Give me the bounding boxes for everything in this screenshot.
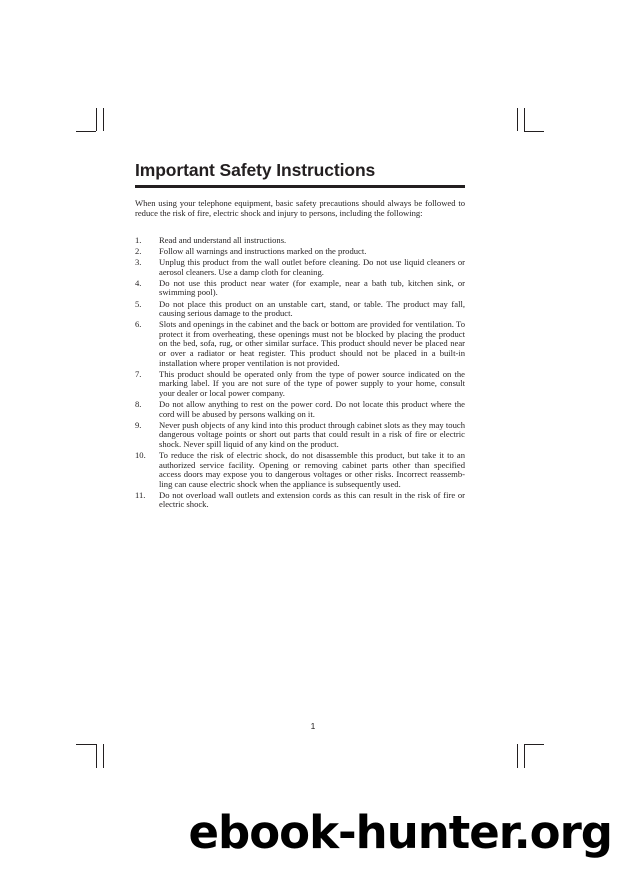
item-number: 8.	[135, 399, 142, 409]
list-item	[135, 320, 465, 368]
item-text: Unplug this product from the wall outlet before cleaning. Do not use liquid cleaners or aerosol cleaners. Use a damp cloth for cleaning.	[159, 257, 465, 277]
list-item	[135, 279, 465, 298]
item-number: 6.	[135, 319, 142, 330]
list-item	[135, 247, 465, 257]
item-number: 9.	[135, 419, 142, 430]
page-number: 1	[310, 721, 316, 731]
item-number: 2.	[135, 246, 142, 257]
item-number: 7.	[135, 368, 142, 379]
crop-mark-bottom-left-vertical-outer	[103, 744, 104, 768]
item-text: Do not allow anything to rest on the power cord. Do not locate this product where the cord will be abused by persons walking on it.	[159, 399, 465, 419]
crop-mark-top-right-horizontal	[524, 131, 544, 132]
item-text: Slots and openings in the cabinet and the back or bottom are provided for ventilation. To protect it from overheating, these openings must not be blocked by placing the product on the bed, sofa, rug, or other similar surface. This product should never be placed near or over a radiator or heat register. This product should not be placed in a built-in installation where proper ventilation is not provided.	[159, 319, 465, 368]
crop-mark-bottom-left-vertical-inner	[96, 744, 97, 768]
item-text: Follow all warnings and instructions marked on the product.	[159, 246, 367, 257]
safety-instructions-list	[135, 236, 465, 510]
item-number: 5.	[135, 298, 142, 309]
list-item	[135, 258, 465, 277]
item-text: Do not overload wall outlets and extension cords as this can result in the risk of fire or electric shock.	[159, 489, 465, 510]
item-number: 10.	[135, 449, 146, 460]
crop-mark-top-left-horizontal	[76, 131, 96, 132]
watermark-text: ebook-hunter.org	[188, 806, 612, 859]
item-number: 1.	[135, 235, 142, 245]
list-item	[135, 400, 465, 419]
list-item	[135, 421, 465, 450]
title-underline	[135, 185, 465, 188]
item-text: Never push objects of any kind into this product through cabinet slots as they may touch dangerous voltage points or short out parts that could result in a risk of fire or electric shock. Never spill liquid of any kind on the product.	[159, 419, 465, 449]
crop-mark-bottom-left-horizontal	[76, 744, 96, 745]
item-text: Do not place this product on an unstable cart, stand, or table. The product may fall, causing serious damage to the product.	[159, 298, 465, 319]
page-title: Important Safety Instructions	[135, 160, 376, 180]
intro-paragraph: When using your telephone equipment, basic safety precautions should always be followed to reduce the risk of fire, electric shock and injury to persons, including the following:	[135, 198, 465, 218]
crop-mark-bottom-right-vertical-inner	[524, 744, 525, 768]
crop-mark-bottom-right-horizontal	[524, 744, 544, 745]
list-item	[135, 491, 465, 510]
item-text: Do not use this product near water (for example, near a bath tub, kitchen sink, or swimming pool).	[159, 277, 465, 298]
item-text: To reduce the risk of electric shock, do not disassemble this product, but take it to an authorized service facility. Opening or removing cabinet parts other than specified access doors may expose you to dangerous voltages or other risks. Incorrect reassemb-ling can cause electric shock when the appliance is subsequently used.	[159, 449, 465, 489]
crop-mark-top-right-vertical-outer	[517, 108, 518, 131]
item-number: 3.	[135, 257, 142, 268]
list-item	[135, 236, 465, 246]
list-item	[135, 451, 465, 489]
crop-mark-top-right-vertical-inner	[524, 108, 525, 131]
list-item	[135, 370, 465, 399]
item-number: 4.	[135, 277, 142, 288]
crop-mark-top-left-vertical-outer	[103, 108, 104, 131]
crop-mark-top-left-vertical-inner	[96, 108, 97, 131]
item-text: Read and understand all instructions.	[159, 235, 287, 245]
list-item	[135, 300, 465, 319]
item-text: This product should be operated only from the type of power source indicated on the marking label. If you are not sure of the type of power supply to your home, consult your dealer or local power company.	[159, 368, 465, 398]
crop-mark-bottom-right-vertical-outer	[517, 744, 518, 768]
item-number: 11.	[135, 489, 146, 500]
